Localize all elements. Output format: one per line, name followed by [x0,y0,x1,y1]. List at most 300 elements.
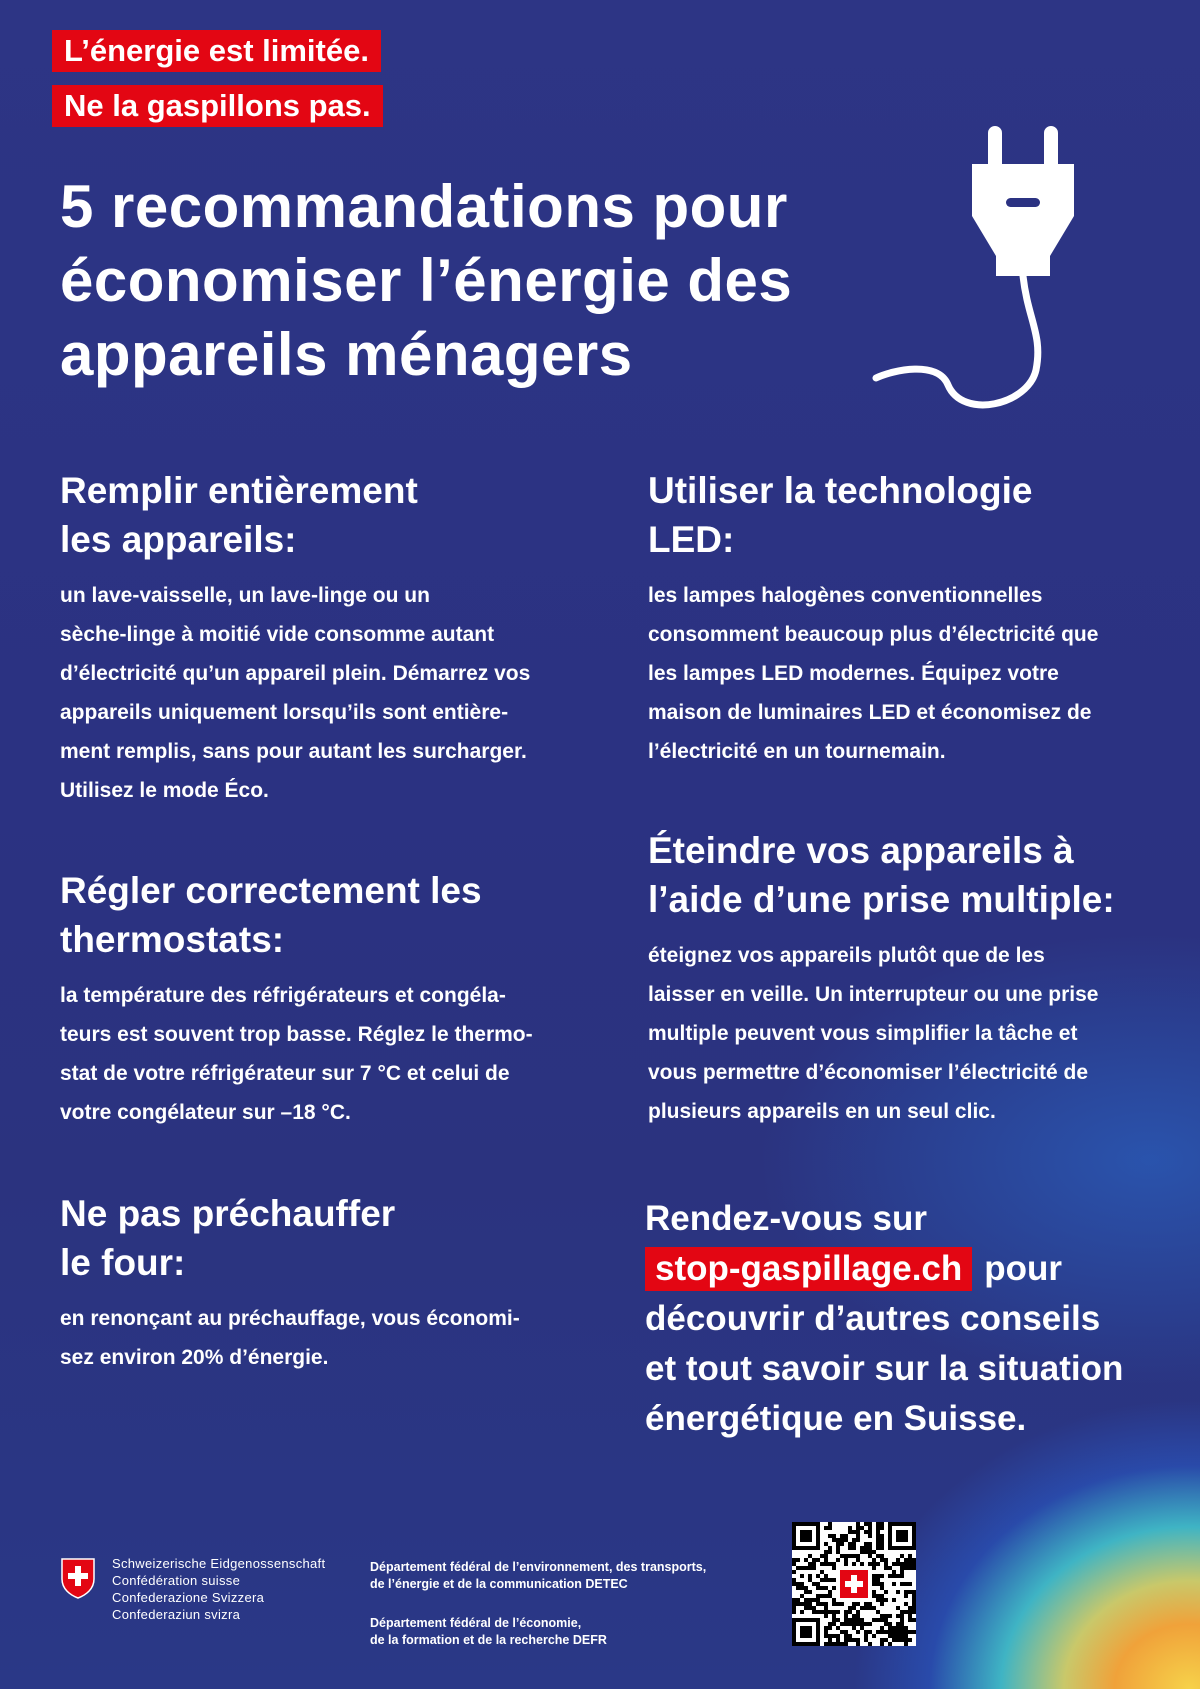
qr-module [872,1590,876,1594]
qr-module [864,1522,868,1526]
qr-module [828,1590,832,1594]
qr-module [840,1538,844,1542]
qr-module [812,1598,816,1602]
qr-module [824,1558,828,1562]
qr-module [856,1522,860,1526]
confederation-name: Confédération suisse [112,1573,241,1588]
qr-module [900,1566,904,1570]
qr-module [836,1618,840,1622]
body-line: consomment beaucoup plus d’électricité que [648,623,1099,646]
qr-module [896,1630,900,1634]
qr-module [852,1602,856,1606]
qr-module [868,1542,872,1546]
qr-module [852,1538,856,1542]
qr-module [808,1578,812,1582]
body-line: sèche-linge à moitié vide consomme autant [60,623,495,646]
qr-module [900,1634,904,1638]
qr-module [876,1618,880,1622]
body-line: appareils uniquement lorsqu’ils sont entière- [60,701,509,724]
qr-module [872,1594,876,1598]
qr-module [808,1602,812,1606]
qr-module [880,1598,884,1602]
qr-module [840,1630,844,1634]
qr-module [904,1582,908,1586]
qr-module [856,1638,860,1642]
qr-module [828,1610,832,1614]
qr-module [856,1630,860,1634]
cta-line: Rendez-vous sur [645,1199,927,1238]
qr-module [816,1594,820,1598]
qr-module [900,1574,904,1578]
qr-module [904,1630,908,1634]
qr-module [876,1554,880,1558]
qr-module [908,1610,912,1614]
qr-module [840,1602,844,1606]
qr-module [828,1578,832,1582]
qr-module [880,1626,884,1630]
qr-module [872,1634,876,1638]
qr-module [860,1562,864,1566]
qr-module [900,1626,904,1630]
body-line: un lave-vaisselle, un lave-linge ou un [60,584,430,607]
qr-module [880,1534,884,1538]
qr-module [812,1566,816,1570]
qr-module [812,1582,816,1586]
qr-module [808,1598,812,1602]
qr-module [876,1542,880,1546]
qr-module [824,1578,828,1582]
qr-module [872,1550,876,1554]
recommendation-heading [648,826,1115,924]
qr-module [888,1566,892,1570]
qr-module [884,1630,888,1634]
qr-module [908,1630,912,1634]
qr-module [796,1598,800,1602]
qr-code-icon[interactable] [792,1522,916,1646]
body-line: maison de luminaires LED et économisez de [648,701,1092,724]
qr-module [852,1606,856,1610]
qr-module [872,1566,876,1570]
qr-module [824,1554,828,1558]
recommendation-fill-appliances [60,466,530,810]
qr-module [892,1570,896,1574]
qr-module [868,1554,872,1558]
heading-line: Remplir entièrement [60,470,418,511]
qr-module [824,1526,828,1530]
qr-module [868,1622,872,1626]
qr-module [880,1522,884,1526]
qr-module [832,1614,836,1618]
qr-module [832,1578,836,1582]
qr-module [900,1638,904,1642]
qr-module [892,1634,896,1638]
qr-module [820,1562,824,1566]
qr-module [828,1526,832,1530]
qr-module [876,1610,880,1614]
qr-module [864,1542,868,1546]
qr-module [852,1542,856,1546]
qr-module [860,1606,864,1610]
qr-module [896,1614,900,1618]
qr-module [856,1534,860,1538]
qr-module [892,1562,896,1566]
qr-module [860,1550,864,1554]
qr-module [848,1530,852,1534]
body-line: les lampes halogènes conventionnelles [648,584,1043,607]
heading-line: Ne pas préchauffer [60,1193,396,1234]
body-line: Utilisez le mode Éco. [60,779,269,802]
qr-module [912,1606,916,1610]
qr-module [824,1562,828,1566]
qr-module [856,1622,860,1626]
qr-module [904,1634,908,1638]
qr-module [880,1542,884,1546]
qr-code-graphic [792,1522,916,1646]
qr-module [900,1570,904,1574]
qr-module [832,1538,836,1542]
qr-module [904,1602,908,1606]
qr-module [884,1614,888,1618]
qr-module [912,1598,916,1602]
qr-module [796,1558,800,1562]
qr-module [824,1642,828,1646]
qr-module [896,1622,900,1626]
qr-module [908,1554,912,1558]
qr-module [812,1562,816,1566]
qr-module [856,1538,860,1542]
qr-module [900,1562,904,1566]
qr-module [880,1594,884,1598]
qr-module [872,1574,876,1578]
qr-module [880,1618,884,1622]
qr-module [868,1642,872,1646]
qr-module [900,1622,904,1626]
department-line: de l’énergie et de la communication DETEC [370,1577,628,1591]
qr-module [832,1534,836,1538]
qr-module [852,1530,856,1534]
qr-module [880,1638,884,1642]
body-line: en renonçant au préchauffage, vous économi- [60,1307,520,1330]
qr-module [820,1602,824,1606]
qr-module [832,1634,836,1638]
qr-module [880,1558,884,1562]
qr-module [848,1622,852,1626]
qr-module [824,1542,828,1546]
recommendation-heading [648,466,1098,564]
tagline-energy-limited: L’énergie est limitée. [52,30,381,72]
qr-module [876,1538,880,1542]
heading-line: Éteindre vos appareils à [648,830,1074,871]
qr-module [816,1598,820,1602]
qr-module [844,1554,848,1558]
cta-line: découvrir d’autres conseils [645,1299,1101,1338]
qr-module [836,1538,840,1542]
qr-module [888,1614,892,1618]
qr-module [864,1630,868,1634]
qr-module [828,1638,832,1642]
qr-module [828,1626,832,1630]
qr-module [832,1622,836,1626]
qr-module [872,1562,876,1566]
qr-module [896,1574,900,1578]
qr-module [832,1610,836,1614]
qr-module [816,1586,820,1590]
qr-module [900,1630,904,1634]
department-line: Département fédéral de l’environnement, des transports, [370,1560,707,1574]
qr-module [844,1558,848,1562]
qr-module [912,1562,916,1566]
qr-module [896,1606,900,1610]
qr-module [904,1558,908,1562]
recommendation-body [648,576,1098,771]
qr-module [856,1558,860,1562]
qr-module [796,1586,800,1590]
qr-module [800,1566,804,1570]
qr-module [832,1598,836,1602]
qr-module [868,1534,872,1538]
qr-module [884,1590,888,1594]
qr-module [820,1594,824,1598]
qr-module [840,1642,844,1646]
qr-module [832,1642,836,1646]
qr-module [884,1618,888,1622]
recommendation-heading [60,1189,520,1287]
qr-module [904,1610,908,1614]
qr-module [844,1614,848,1618]
qr-module [868,1630,872,1634]
qr-module [804,1602,808,1606]
qr-module [872,1582,876,1586]
qr-module [888,1634,892,1638]
qr-module [880,1586,884,1590]
swiss-cross-icon [60,1557,96,1599]
qr-module [800,1574,804,1578]
qr-module [876,1546,880,1550]
qr-module [880,1582,884,1586]
qr-module [856,1642,860,1646]
qr-module [852,1554,856,1558]
heading-line: thermostats: [60,919,285,960]
qr-module [792,1558,796,1562]
body-line: l’électricité en un tournemain. [648,740,946,763]
qr-module [876,1598,880,1602]
qr-module [836,1638,840,1642]
qr-module [904,1562,908,1566]
qr-module [888,1622,892,1626]
qr-module [860,1546,864,1550]
qr-module [884,1598,888,1602]
body-line: d’électricité qu’un appareil plein. Démarrez vos [60,662,531,685]
qr-module [904,1594,908,1598]
qr-module [868,1562,872,1566]
qr-module [844,1622,848,1626]
qr-module [876,1522,880,1526]
electric-plug-icon [868,120,1158,430]
qr-module [904,1642,908,1646]
recommendation-body [60,576,530,810]
qr-module [840,1622,844,1626]
qr-module [844,1638,848,1642]
qr-module [804,1586,808,1590]
qr-module [832,1562,836,1566]
qr-module [832,1618,836,1622]
qr-module [800,1594,804,1598]
qr-module [900,1614,904,1618]
qr-module [808,1574,812,1578]
qr-module [864,1622,868,1626]
qr-module [852,1638,856,1642]
qr-module [800,1586,804,1590]
qr-module [880,1614,884,1618]
qr-module [876,1574,880,1578]
qr-module [844,1534,848,1538]
qr-module [896,1562,900,1566]
body-line: stat de votre réfrigérateur sur 7 °C et celui de [60,1062,510,1085]
qr-module [868,1602,872,1606]
qr-module [824,1626,828,1630]
qr-module [888,1642,892,1646]
qr-module [804,1566,808,1570]
qr-module [856,1526,860,1530]
qr-module [836,1602,840,1606]
qr-module [828,1562,832,1566]
qr-module [908,1566,912,1570]
qr-module [812,1606,816,1610]
qr-module [828,1594,832,1598]
qr-module [888,1626,892,1630]
qr-module [880,1602,884,1606]
qr-module [912,1618,916,1622]
qr-module [892,1626,896,1630]
qr-module [840,1534,844,1538]
qr-module [808,1606,812,1610]
qr-module [852,1614,856,1618]
qr-module [828,1622,832,1626]
qr-module [900,1554,904,1558]
qr-module [832,1586,836,1590]
qr-module [828,1534,832,1538]
qr-module [824,1630,828,1634]
recommendation-led [648,466,1098,771]
qr-module [864,1638,868,1642]
recommendation-oven [60,1189,520,1377]
qr-module [908,1562,912,1566]
confederation-name: Confederaziun svizra [112,1607,241,1622]
qr-module [876,1526,880,1530]
qr-module [816,1610,820,1614]
qr-module [912,1630,916,1634]
qr-module [880,1546,884,1550]
qr-module [792,1602,796,1606]
title-line: 5 recommandations pour [60,173,788,240]
qr-module [868,1522,872,1526]
qr-module [836,1642,840,1646]
qr-module [860,1526,864,1530]
qr-module [792,1562,796,1566]
qr-module [868,1526,872,1530]
qr-module [824,1614,828,1618]
qr-module [880,1574,884,1578]
qr-module [856,1554,860,1558]
confederation-names [112,1555,325,1623]
qr-module [792,1598,796,1602]
qr-module [880,1642,884,1646]
qr-module [860,1626,864,1630]
qr-module [900,1610,904,1614]
qr-module [848,1526,852,1530]
qr-module [880,1630,884,1634]
qr-module [872,1618,876,1622]
qr-module [844,1562,848,1566]
qr-module [872,1558,876,1562]
qr-module [908,1614,912,1618]
cta-line: énergétique en Suisse. [645,1399,1027,1438]
recommendation-body [60,976,533,1132]
recommendation-power-strip [648,826,1115,1131]
qr-module [800,1610,804,1614]
qr-module [912,1566,916,1570]
qr-module [804,1590,808,1594]
qr-module [892,1630,896,1634]
qr-module [856,1614,860,1618]
qr-module [864,1602,868,1606]
qr-module [796,1566,800,1570]
qr-module [820,1586,824,1590]
qr-module [844,1618,848,1622]
heading-line: l’aide d’une prise multiple: [648,879,1115,920]
qr-module [896,1634,900,1638]
qr-module [852,1626,856,1630]
qr-module [912,1602,916,1606]
qr-module [864,1550,868,1554]
qr-module [844,1538,848,1542]
website-link[interactable]: stop-gaspillage.ch [645,1247,972,1291]
recommendation-body [60,1299,520,1377]
qr-module [876,1534,880,1538]
qr-module [908,1558,912,1562]
qr-module [868,1530,872,1534]
tagline-no-waste: Ne la gaspillons pas. [52,85,383,127]
qr-module [912,1610,916,1614]
qr-module [836,1550,840,1554]
qr-module [872,1578,876,1582]
qr-module [876,1578,880,1582]
qr-module [824,1634,828,1638]
qr-module [888,1574,892,1578]
qr-module [860,1618,864,1622]
department-line: Département fédéral de l’économie, [370,1616,582,1630]
title-line: économiser l’énergie des [60,247,793,314]
body-line: sez environ 20% d’énergie. [60,1346,329,1369]
qr-module [844,1642,848,1646]
qr-module [816,1574,820,1578]
recommendation-thermostats [60,866,533,1132]
qr-module [868,1606,872,1610]
qr-module [836,1610,840,1614]
qr-module [876,1530,880,1534]
qr-module [808,1562,812,1566]
qr-module [792,1606,796,1610]
body-line: vous permettre d’économiser l’électricité de [648,1061,1088,1084]
qr-module [908,1590,912,1594]
qr-module [828,1642,832,1646]
qr-module [848,1638,852,1642]
qr-module [908,1638,912,1642]
qr-module [880,1554,884,1558]
qr-module [848,1618,852,1622]
qr-module [804,1558,808,1562]
qr-module [828,1546,832,1550]
